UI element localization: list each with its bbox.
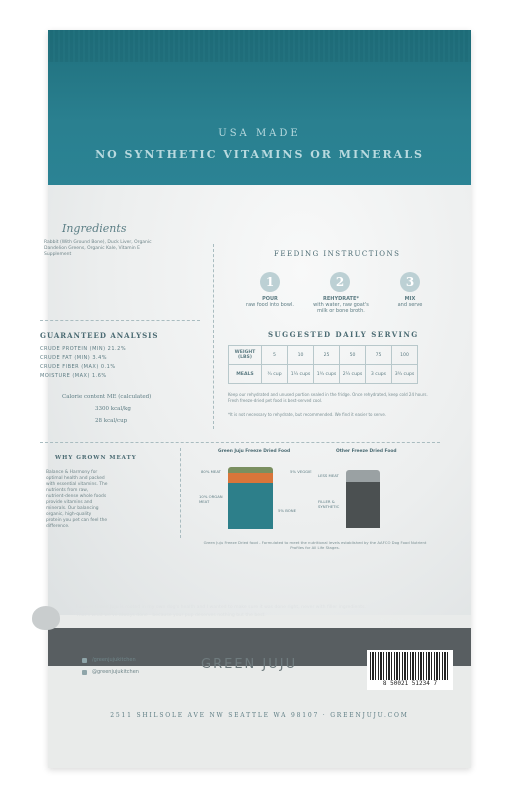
founder-line-2: That's what we've always done - because your pup deserves nothing but the best.	[76, 613, 266, 618]
table-cell: ¾ cup	[262, 365, 288, 384]
step-desc: raw food into bowl.	[246, 302, 294, 308]
rehydrate-note: *It is not necessary to rehydrate, but recommended. We find it easier to serve.	[228, 412, 387, 417]
weight-label: WEIGHT (LBS)	[229, 346, 262, 365]
veggie-pct-label: 5% VEGGIE	[290, 469, 312, 474]
step-label: REHYDRATE*	[323, 296, 359, 302]
serving-table	[228, 345, 418, 384]
table-cell: 3 cups	[366, 365, 392, 384]
step-2-icon: 2	[330, 272, 350, 292]
divider	[40, 320, 200, 322]
dog-logo-icon	[32, 606, 60, 630]
table-cell: 3¾ cups	[392, 365, 418, 384]
table-cell: 75	[366, 346, 392, 365]
analysis-row: MOISTURE (MAX) 1.6%	[40, 373, 107, 379]
facebook-icon	[82, 658, 87, 663]
calorie-title: Calorie content ME (calculated)	[62, 394, 152, 400]
other-bag-graphic	[346, 470, 380, 528]
barcode-bars	[370, 652, 450, 680]
bag-top-band	[48, 30, 471, 185]
bone-pct-label: 5% BONE	[278, 508, 296, 513]
barcode-digits: 8 50021 51234 7	[382, 680, 438, 687]
calorie-kcal-kg: 3300 kcal/kg	[95, 406, 131, 412]
table-row	[229, 365, 418, 384]
divider	[40, 442, 440, 444]
filler-segment	[346, 482, 380, 528]
barcode	[367, 650, 453, 690]
meat-segment	[228, 483, 273, 529]
why-text: Balance & Harmony for optimal health and packed with essential vitamins. The nutrients from raw, nutrient-dense whole foods provide vitamins and minerals. Our balancing organic, high-quality protein you pet can feel the difference.	[46, 470, 108, 529]
divider	[180, 448, 182, 538]
organ-segment	[228, 473, 273, 483]
amount-label: MEALS	[229, 365, 262, 384]
step-1-icon: 1	[260, 272, 280, 292]
instagram-handle: @greenjujukitchen	[92, 669, 139, 675]
brand-logo: GREEN JUJU	[201, 657, 298, 672]
table-cell: 10	[288, 346, 314, 365]
feeding-title: FEEDING INSTRUCTIONS	[274, 250, 401, 258]
table-cell: 2¼ cups	[340, 365, 366, 384]
step-label: POUR	[262, 296, 278, 302]
organ-pct-label: 10% ORGAN MEAT	[199, 494, 223, 504]
serving-title: SUGGESTED DAILY SERVING	[268, 330, 419, 339]
founder-signature: Kelly Mason	[380, 618, 418, 625]
divider	[213, 244, 215, 429]
table-cell: 25	[314, 346, 340, 365]
filler-label: FILLER & SYNTHETIC	[318, 499, 340, 509]
no-synthetic-claim: NO SYNTHETIC VITAMINS OR MINERALS	[95, 148, 424, 161]
table-cell: 5	[262, 346, 288, 365]
step-1-text	[244, 296, 296, 308]
step-2-text	[310, 296, 372, 314]
less-meat-label: LESS MEAT	[318, 473, 339, 478]
ingredients-text: Rabbit (With Ground Bone), Duck Liver, Organic Dandelion Greens, Organic Kale, Vitamin E Supplement	[44, 240, 152, 257]
calorie-kcal-cup: 28 kcal/cup	[95, 418, 128, 424]
facebook-handle: /greenjujukitchen	[92, 657, 136, 663]
step-desc: with water, raw goat's milk or bone broth.	[313, 302, 369, 314]
serving-note: Keep our rehydrated and unused portion sealed in the fridge. Once rehydrated, keep cold 24 hours. Fresh freeze-dried pet food is best-served cool.	[228, 392, 428, 403]
analysis-row: CRUDE PROTEIN (MIN) 21.2%	[40, 346, 127, 352]
step-desc: and serve	[397, 302, 423, 308]
table-cell: 1¼ cups	[288, 365, 314, 384]
less-meat-segment	[346, 470, 380, 482]
why-title: WHY GROWN MEATY	[55, 455, 137, 461]
comparison-note: Green Juju Freeze Dried food - Formulated to meet the nutritional levels established by the AAFCO Dog Food Nutrient Profiles for All Life Stages.	[203, 540, 427, 550]
table-row	[229, 346, 418, 365]
step-3-icon: 3	[400, 272, 420, 292]
bag-crimp-seal	[48, 30, 471, 62]
comparison-right-title: Other Freeze Dried Food	[336, 449, 397, 454]
table-cell: 50	[340, 346, 366, 365]
analysis-row: CRUDE FAT (MIN) 3.4%	[40, 355, 108, 361]
guaranteed-analysis-title: GUARANTEED ANALYSIS	[40, 331, 159, 340]
step-label: MIX	[404, 296, 416, 302]
table-cell: 100	[392, 346, 418, 365]
step-3-text	[388, 296, 432, 308]
instagram-icon	[82, 670, 87, 675]
green-juju-bag-graphic	[228, 467, 273, 529]
analysis-row: CRUDE FIBER (MAX) 0.1%	[40, 364, 116, 370]
ingredients-title: Ingredients	[62, 222, 127, 235]
table-cell: 1¾ cups	[314, 365, 340, 384]
usa-made-label: USA MADE	[218, 128, 301, 139]
meat-pct-label: 80% MEAT	[201, 469, 221, 474]
founder-text	[76, 604, 406, 620]
comparison-left-title: Green Juju Freeze Dried Food	[218, 449, 291, 454]
founder-line-1: Forever Green Juju is rooted in my own dog's health and I wanted to make sure it was done right, never with filler ingredients.	[76, 605, 366, 610]
address: 2511 SHILSOLE AVE NW SEATTLE WA 98107 · GREENJUJU.COM	[110, 712, 409, 719]
